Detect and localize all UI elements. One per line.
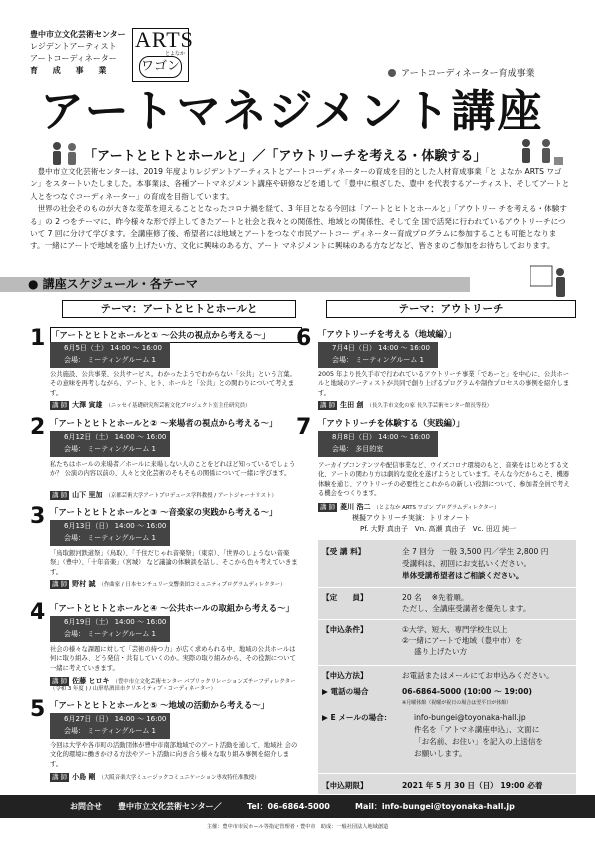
method-label: 【申込方法】 (322, 671, 368, 680)
email-instruction: 「お名前、お住い」を記入の上送信を (414, 737, 544, 746)
speaker-affiliation: （豊中市立文化芸術センター パブリックリレーションズチーフディレクター（令和 3 年度 ) / 山形県酒田市クリエイティブ・コーディネーター） (50, 679, 296, 692)
speaker-affiliation: （京都芸術大学アートプロデュース学科教授 / アートジャーナリスト） (105, 493, 277, 499)
capacity-note: ただし、全講座受講者を優先します。 (402, 604, 531, 613)
fee-label: 【受 講 料】 (322, 547, 366, 556)
session-description: 2005 年より長久手市で行われているアウトリーチ事業「であーと」を中心に、公共ホールと地域のアーティストが共同で創り上げるプログラムや制作プロセスの事例を紹介します。 (318, 371, 570, 397)
org-program-line3: 育 成 事 業 (30, 66, 113, 75)
session-date-bar (50, 616, 170, 642)
speaker-label: 講 師 (52, 677, 68, 685)
contact-center: 豊中市立文化芸術センター／ (118, 802, 222, 811)
session-number: 1 (30, 326, 46, 351)
presenter-illustration-icon (530, 262, 570, 304)
org-name: 豊中市立文化芸術センター (30, 30, 126, 39)
session-date: 6月12日（土） 14:00 ～ 16:00 (64, 433, 167, 441)
session-title: 「アウトリーチを体験する（実践編）」 (318, 418, 465, 428)
conditions-label: 【申込条件】 (322, 625, 368, 634)
speaker-label: 講 師 (52, 773, 68, 781)
subtitle: 「アートとヒトとホールと」／「アウトリーチを考える・体験する」 (84, 149, 487, 164)
session-title: 「アートとヒトとホールと② ～来場者の視点から考える～」 (50, 418, 278, 428)
speaker-label: 講 師 (52, 401, 68, 409)
fee-note: 受講料は、初回にお支払いください。 (402, 559, 532, 568)
session-performers: Pf. 大野 真由子 Vn. 高瀬 真由子 Vc. 田辺 純一 (360, 525, 517, 533)
speaker-label: 講 師 (320, 503, 336, 511)
session-venue: 会場： ミーティングルーム 1 (64, 727, 156, 735)
speaker-label: 講 師 (320, 401, 336, 409)
speaker-affiliation: （長久手市文化の家 長久手芸術センター館長等役） (366, 403, 492, 409)
session-date: 6月13日（日） 14:00 ～ 16:00 (64, 522, 167, 530)
conditions-value: 盛り上げたい方 (414, 647, 468, 656)
schedule-heading: ● 講座スケジュール・各テーマ (28, 277, 198, 291)
intro-paragraph: 豊中市立文化芸術センターは、2019 年度よりレジデントアーティストとアートコーディネーターの育成を目的とした人材育成事業「と よなか ARTS ワゴン」をスタートいたしました。本事業は、各種アートマネジメント講座や研修などを通して「豊中に根ざした、豊中 を代表するアーティスト、そしてアートと人とをつなぐコーディネーター」の育成を目指しています。 (30, 167, 570, 201)
arts-wagon-logo (132, 27, 194, 82)
conditions-value: ①大学、短大、専門学校生以上 (402, 625, 508, 634)
session-date-bar (50, 431, 170, 457)
session-venue: 会場： 多目的室 (332, 445, 384, 453)
conditions-value: ②一緒にアートで地域（豊中市）を (402, 636, 523, 645)
email-instruction: お願いします。 (414, 749, 467, 758)
bullet-dot-icon (388, 69, 396, 77)
speaker-name: 菱川 浩二 (340, 503, 371, 511)
session-venue: 会場： ミーティングルーム 1 (64, 445, 156, 453)
session-venue: 会場： ミーティングルーム 1 (64, 534, 156, 542)
speaker-affiliation: （とよなか ARTS ワゴン プログラムディレクター） (373, 505, 500, 511)
deadline-label: 【申込期限】 (322, 781, 368, 790)
speaker-name: 小島 剛 (72, 773, 96, 781)
speaker-affiliation: （大阪音楽大学ミュージックコミュニケーション専攻特任准教授） (98, 775, 260, 781)
phone-value: 06-6864-5000 (10:00 ～ 19:00) (402, 687, 532, 696)
session-venue: 会場： ミーティングルーム 1 (64, 630, 156, 638)
organizer-credit: 主催：豊中市市民ホール等指定管理者・豊中市 助成：一般社団法人地域創造 (206, 824, 389, 830)
session-speaker (318, 503, 499, 513)
application-info-box (318, 540, 576, 794)
session-title: 「アウトリーチを考える（地域編）」 (318, 329, 457, 339)
contact-email[interactable]: Mail：info-bungei@toyonaka-hall.jp (355, 802, 515, 811)
session-speaker (50, 773, 260, 783)
session-speaker (318, 401, 492, 411)
session-date: 8月8日（日） 14:00 ～ 16:00 (332, 433, 430, 441)
speaker-name: 生田 創 (340, 401, 364, 409)
session-number: 4 (30, 600, 46, 625)
session-number: 6 (296, 326, 312, 351)
speaker-affiliation: （ニッセイ基礎研究所芸術文化プロジェクト室主任研究員） (105, 403, 251, 409)
session-date-bar (318, 342, 438, 368)
session-number: 5 (30, 697, 46, 722)
logo-wagon-text: ワゴン (139, 56, 182, 78)
session-speaker (50, 677, 300, 693)
session-date-bar (50, 342, 170, 368)
conditions-row (318, 619, 576, 634)
theme-left-header: テーマ：アートとヒトとホールと (62, 300, 296, 318)
method-value: お電話またはメールにてお申込みください。 (402, 671, 554, 680)
speaker-label: 講 師 (52, 580, 68, 588)
session-description: 公共施設、公共事業、公共サービス。わかったようでわからない「公共」という言葉。その意味を再考しながら、アート、ヒト、ホールと「公共」との関わりについて考えます。 (50, 371, 296, 397)
logo-arts-text: ARTS (135, 27, 194, 52)
session-date-bar (50, 713, 170, 739)
session-venue: 会場： ミーティングルーム 1 (332, 356, 424, 364)
intro-text (30, 166, 570, 253)
session-number: 7 (296, 415, 312, 440)
session-date: 6月27日（日） 14:00 ～ 16:00 (64, 715, 167, 723)
session-date: 6月5日（土） 14:00 ～ 16:00 (64, 344, 162, 352)
session-venue: 会場： ミーティングルーム 1 (64, 356, 156, 364)
session-performance: 模擬アウトリーチ実演：トリオノート (352, 514, 471, 522)
email-address[interactable]: info-bungei@toyonaka-hall.jp (414, 713, 526, 722)
session-speaker (50, 401, 251, 411)
session-date: 6月19日（土） 14:00 ～ 16:00 (64, 618, 167, 626)
tagline-text: アートコーディネーター育成事業 (401, 69, 535, 79)
session-number: 2 (30, 415, 46, 440)
speaker-affiliation: （作曲家 / 日本センチュリー交響楽団コミュニティプログラムディレクター） (98, 582, 286, 588)
capacity-value: 20 名 ※先着順。 (402, 593, 469, 602)
fee-value: 全 7 回分 一般 3,500 円／学生 2,800 円 (402, 547, 549, 556)
capacity-label: 【定 員】 (322, 593, 368, 602)
deadline-value: 2021 年 5 月 30 日（日） 19:00 必着 (402, 781, 543, 790)
deadline-row (318, 773, 576, 790)
session-title: 「アートとヒトとホールと① ～公共の視点から考える～」 (50, 327, 302, 343)
email-instruction: 件名を「アトマネ講座申込」、文面に (414, 725, 540, 734)
session-date: 7月4日（日） 14:00 ～ 16:00 (332, 344, 430, 352)
org-program-line1: レジデントアーティスト (30, 42, 117, 51)
speaker-label: 講 師 (52, 491, 68, 499)
phone-note: ※月曜休館（祝曜が祝日の場合は翌平日が休館） (402, 700, 512, 706)
speaker-name: 野村 誠 (72, 580, 96, 588)
speaker-name: 佐藤 ヒロキ (72, 677, 110, 685)
speaker-name: 山下 里加 (72, 491, 103, 499)
phone-label: ▶ 電話の場合 (322, 687, 369, 696)
organizer-block (30, 29, 126, 77)
session-number: 3 (30, 504, 46, 529)
intro-paragraph: 世界の社会そのものが大きな変革を迎えることとなったコロナ禍を経て、3 年目となる今回は「アートとヒトとホールと」「アウトリー チを考える・体験する」の 2 つをテーマに、昨今様々な形で浮上してきたアートと社会と我々との関係性、地域との関係性、そして全 国で活発に行われているアウトリーチについて 7 回に分けて学びます。全講座修了後、希望者には地域とアートをつなぐ市民アートコー ディネーター育成プログラムに参加することも可能となります。一緒にアートで地域を盛り上げたい方、文化に興味のある方、アート マネジメントに興味のある方などなど、皆さまのご参加をお待ちしております。 (30, 204, 567, 251)
session-title: 「アートとヒトとホールと③ ～音楽家の実践から考える～」 (50, 507, 278, 517)
email-label: ▶ E メールの場合： (322, 713, 392, 722)
tagline (388, 66, 578, 82)
contact-footer (0, 795, 595, 818)
session-date-bar (50, 520, 170, 546)
session-description: 私たちはホールの来場者／ホールに来場しない人のことをどれほど知っているでしょうか？ 公演の内容以前の、人々と文化芸術のそもそもの関係について一緒に学びます。 (50, 461, 296, 478)
session-date-bar (318, 431, 438, 457)
fee-note: 単体受講希望者はご相談ください。 (402, 571, 524, 580)
session-speaker (50, 491, 277, 501)
org-program-line2: アートコーディネーター (30, 54, 117, 63)
session-description: 「鳥取銀河鉄道祭」（鳥取）、「千住だじゃれ音楽祭」（東京）、「世界のしょうない音楽祭」（豊中）、「十年音楽」（宮城） など議論の体験談を話し、そこから色々考えていきます。 (50, 550, 298, 576)
theme-right-header: テーマ：アウトリーチ (326, 300, 576, 318)
session-description: 今回は大学や各市町の活動団体が豊中市南部地域でのアート活動を通して、地域社 会の文化的環境に働きかける方法やアート活動に向き合う様々な取り組み事例を紹介します。 (50, 742, 298, 768)
session-speaker (50, 580, 286, 590)
logo-small-text: とよなか (165, 51, 186, 57)
session-description: 社会の様々な課題に対して「芸術の持つ力」が広く求められる中、地域の公共ホールは何に取り組み、どう発信・共有していくのか。実際の取り組みから、その役割について一緒に考えていきます。 (50, 646, 296, 672)
contact-label: お問合せ (70, 802, 102, 811)
session-title: 「アートとヒトとホールと⑤ ～地域の活動から考える～」 (50, 700, 269, 710)
speaker-name: 大澤 寅雄 (72, 401, 103, 409)
session-title: 「アートとヒトとホールと④ ～公共ホールの取組から考える～」 (50, 603, 294, 613)
method-row (318, 665, 576, 680)
capacity-row (318, 587, 576, 602)
session-description: アーカイブコンテンツや配信事業など、ウイズコロナ環境のもと、音楽をはじめとする文化、アートの関わり方は劇的な変化を遂げようとしています。そんな今だからこそ、機器体験を通じ、アウトリーチの必要性とこれからの新しい役割について、参加者全員で考える機会をつくります。 (318, 462, 570, 498)
page-title: アートマネジメント講座 (40, 86, 544, 137)
contact-phone[interactable]: Tel：06-6864-5000 (247, 802, 330, 811)
